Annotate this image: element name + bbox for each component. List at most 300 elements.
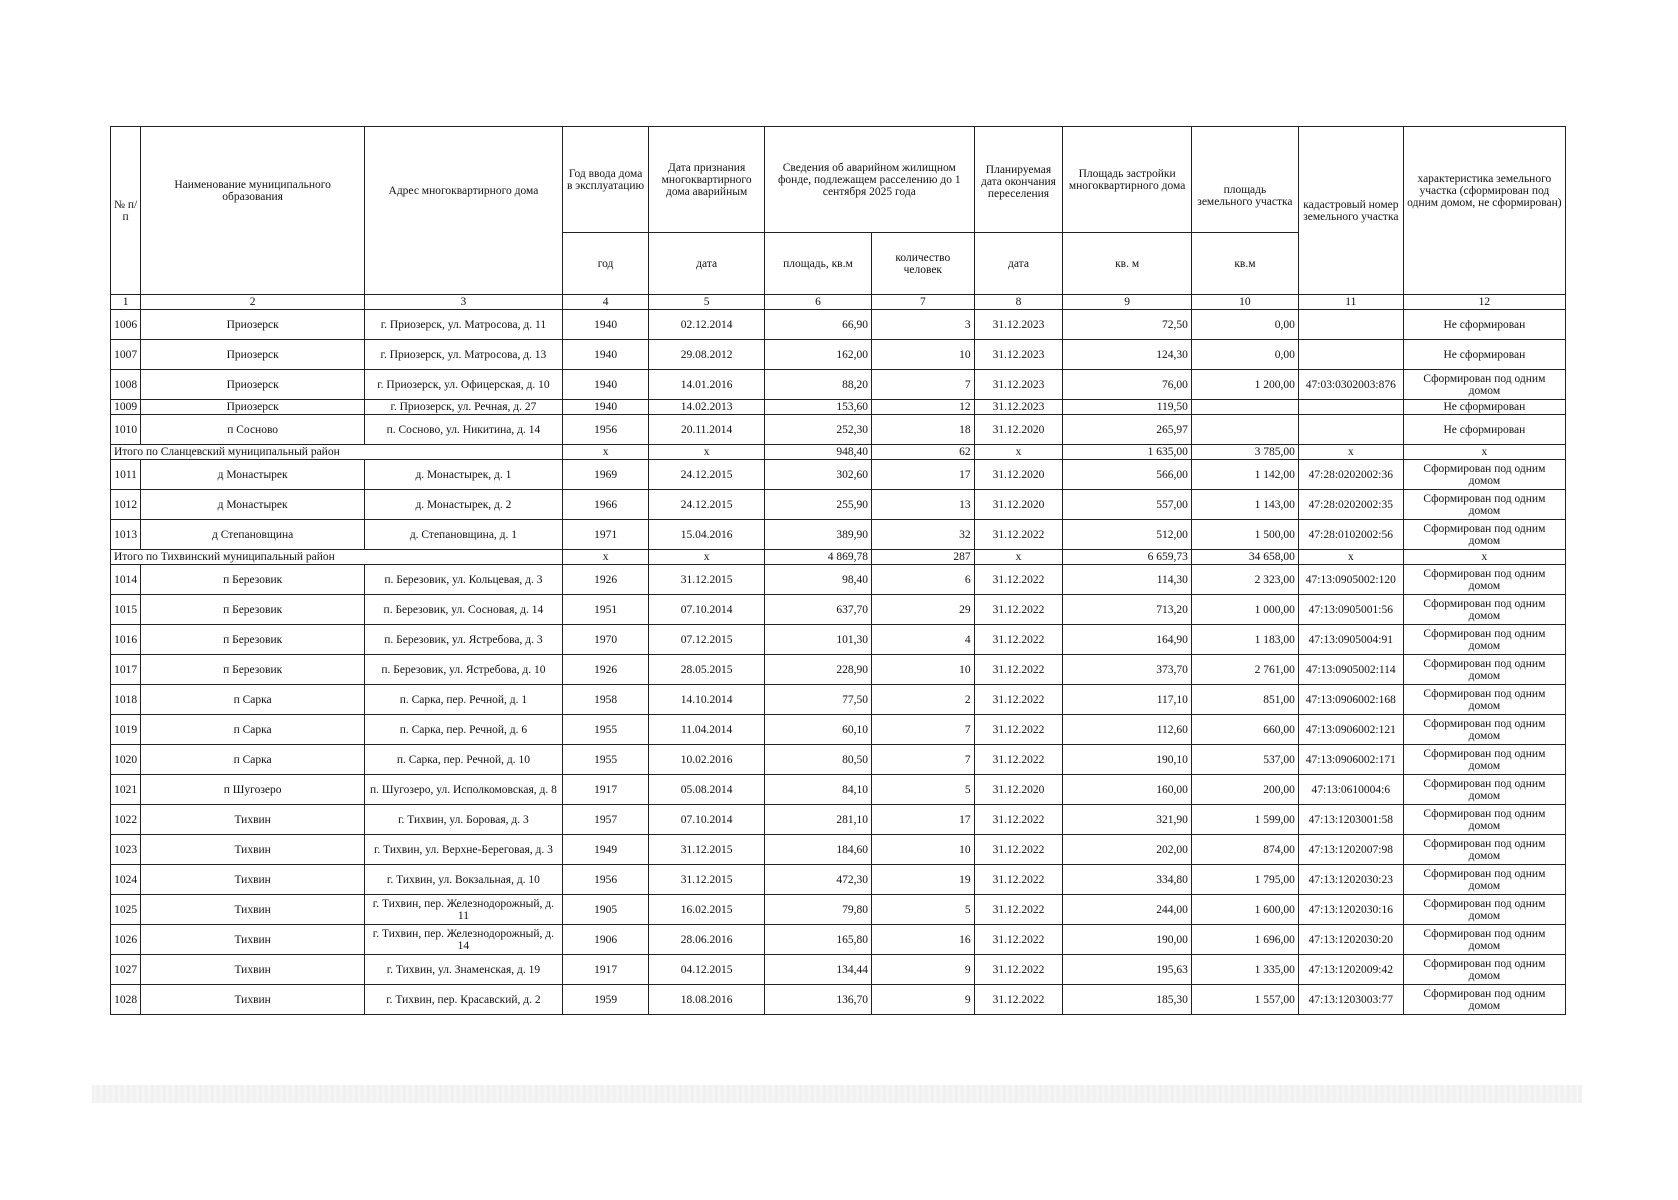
people-count: 16 [871,925,974,955]
planned-date: 31.12.2020 [974,775,1063,805]
total-date: x [649,445,765,460]
header-address: Адрес многоквартирного дома [365,127,563,295]
land-characteristic: Сформирован под одним домом [1403,985,1565,1015]
build-area: 112,60 [1063,715,1192,745]
emergency-area: 66,90 [764,310,871,340]
cadastral-number: 47:13:0906002:168 [1298,685,1403,715]
total-area: 948,40 [764,445,871,460]
row-number: 1010 [111,415,141,445]
row-number: 1023 [111,835,141,865]
cadastral-number: 47:03:0302003:876 [1298,370,1403,400]
row-number: 1022 [111,805,141,835]
emergency-area: 252,30 [764,415,871,445]
build-area: 557,00 [1063,490,1192,520]
municipality: Приозерск [141,400,365,415]
cadastral-number: 47:13:1203001:58 [1298,805,1403,835]
column-number: 10 [1191,295,1298,310]
land-characteristic: Сформирован под одним домом [1403,745,1565,775]
cadastral-number: 47:13:1202030:16 [1298,895,1403,925]
cadastral-number: 47:28:0202002:35 [1298,490,1403,520]
commission-year: 1969 [562,460,648,490]
municipality: Приозерск [141,340,365,370]
build-area: 119,50 [1063,400,1192,415]
column-number: 7 [871,295,974,310]
land-area: 660,00 [1191,715,1298,745]
address: г. Приозерск, ул. Речная, д. 27 [365,400,563,415]
land-area: 1 200,00 [1191,370,1298,400]
build-area: 321,90 [1063,805,1192,835]
commission-year: 1956 [562,415,648,445]
table-row [111,310,1566,340]
commission-year: 1906 [562,925,648,955]
municipality: п Березовик [141,565,365,595]
municipality: Тихвин [141,985,365,1015]
table-row [111,370,1566,400]
build-area: 76,00 [1063,370,1192,400]
commission-year: 1905 [562,895,648,925]
emergency-date: 29.08.2012 [649,340,765,370]
cadastral-number: 47:13:1202030:23 [1298,865,1403,895]
table-row [111,865,1566,895]
build-area: 117,10 [1063,685,1192,715]
commission-year: 1940 [562,370,648,400]
subheader-people: количество человек [871,233,974,295]
land-characteristic: Сформирован под одним домом [1403,520,1565,550]
land-area: 1 500,00 [1191,520,1298,550]
emergency-date: 28.06.2016 [649,925,765,955]
scan-edge-artifact [92,1085,1582,1103]
planned-date: 31.12.2023 [974,340,1063,370]
row-number: 1014 [111,565,141,595]
land-characteristic: Сформирован под одним домом [1403,775,1565,805]
municipality: Тихвин [141,865,365,895]
table-row [111,655,1566,685]
emergency-date: 31.12.2015 [649,865,765,895]
table-row [111,460,1566,490]
column-number: 3 [365,295,563,310]
planned-date: 31.12.2022 [974,715,1063,745]
table-row [111,520,1566,550]
emergency-date: 28.05.2015 [649,655,765,685]
land-area [1191,415,1298,445]
header-emergency-fund: Сведения об аварийном жилищном фонде, подлежащем расселению до 1 сентября 2025 года [764,127,974,233]
emergency-date: 10.02.2016 [649,745,765,775]
land-area: 1 600,00 [1191,895,1298,925]
emergency-area: 162,00 [764,340,871,370]
land-characteristic: Сформирован под одним домом [1403,595,1565,625]
planned-date: 31.12.2022 [974,565,1063,595]
emergency-area: 84,10 [764,775,871,805]
planned-date: 31.12.2023 [974,370,1063,400]
cadastral-number [1298,340,1403,370]
build-area: 265,97 [1063,415,1192,445]
planned-date: 31.12.2022 [974,895,1063,925]
emergency-area: 637,70 [764,595,871,625]
build-area: 713,20 [1063,595,1192,625]
subheader-date: дата [649,233,765,295]
commission-year: 1949 [562,835,648,865]
municipality: Приозерск [141,370,365,400]
cadastral-number: 47:13:0906002:121 [1298,715,1403,745]
land-area: 1 599,00 [1191,805,1298,835]
header-planned-date: Планируемая дата окончания переселения [974,127,1063,233]
land-characteristic: Сформирован под одним домом [1403,685,1565,715]
address: п. Сарка, пер. Речной, д. 1 [365,685,563,715]
emergency-area: 80,50 [764,745,871,775]
row-number: 1011 [111,460,141,490]
row-number: 1017 [111,655,141,685]
people-count: 3 [871,310,974,340]
total-title: Итого по Сланцевский муниципальный район [111,445,563,460]
total-cadastral: x [1298,550,1403,565]
planned-date: 31.12.2020 [974,460,1063,490]
column-number-row [111,295,1566,310]
address: п. Березовик, ул. Ястребова, д. 3 [365,625,563,655]
emergency-date: 07.12.2015 [649,625,765,655]
land-area: 537,00 [1191,745,1298,775]
cadastral-number: 47:13:1202030:20 [1298,925,1403,955]
land-area: 1 335,00 [1191,955,1298,985]
municipality: Тихвин [141,895,365,925]
planned-date: 31.12.2022 [974,625,1063,655]
address: д. Степановщина, д. 1 [365,520,563,550]
total-land-area: 34 658,00 [1191,550,1298,565]
emergency-date: 16.02.2015 [649,895,765,925]
land-area: 1 143,00 [1191,490,1298,520]
land-characteristic: Сформирован под одним домом [1403,370,1565,400]
row-number: 1025 [111,895,141,925]
build-area: 190,00 [1063,925,1192,955]
municipality: п Сарка [141,715,365,745]
municipality: д Монастырек [141,490,365,520]
land-characteristic: Сформирован под одним домом [1403,490,1565,520]
subheader-area: площадь, кв.м [764,233,871,295]
emergency-date: 20.11.2014 [649,415,765,445]
commission-year: 1959 [562,985,648,1015]
people-count: 6 [871,565,974,595]
total-title: Итого по Тихвинский муниципальный район [111,550,563,565]
people-count: 7 [871,745,974,775]
land-area: 1 183,00 [1191,625,1298,655]
housing-table [110,126,1566,1015]
people-count: 29 [871,595,974,625]
cadastral-number: 47:13:0905004:91 [1298,625,1403,655]
commission-year: 1958 [562,685,648,715]
emergency-area: 228,90 [764,655,871,685]
table-body [111,310,1566,1015]
total-build-area: 6 659,73 [1063,550,1192,565]
cadastral-number [1298,400,1403,415]
build-area: 195,63 [1063,955,1192,985]
land-characteristic: Сформирован под одним домом [1403,925,1565,955]
commission-year: 1955 [562,715,648,745]
emergency-date: 05.08.2014 [649,775,765,805]
header-land-area: площадь земельного участка [1191,127,1298,233]
row-number: 1018 [111,685,141,715]
land-characteristic: Не сформирован [1403,415,1565,445]
total-people: 62 [871,445,974,460]
municipality: п Березовик [141,655,365,685]
row-number: 1009 [111,400,141,415]
people-count: 5 [871,895,974,925]
address: г. Приозерск, ул. Офицерская, д. 10 [365,370,563,400]
address: г. Тихвин, пер. Красавский, д. 2 [365,985,563,1015]
emergency-date: 11.04.2014 [649,715,765,745]
address: г. Тихвин, ул. Знаменская, д. 19 [365,955,563,985]
emergency-date: 15.04.2016 [649,520,765,550]
row-number: 1015 [111,595,141,625]
address: п. Сарка, пер. Речной, д. 6 [365,715,563,745]
column-number: 5 [649,295,765,310]
row-number: 1006 [111,310,141,340]
cadastral-number: 47:13:1202009:42 [1298,955,1403,985]
people-count: 19 [871,865,974,895]
build-area: 72,50 [1063,310,1192,340]
land-area: 0,00 [1191,340,1298,370]
emergency-area: 165,80 [764,925,871,955]
address: п. Шугозеро, ул. Исполкомовская, д. 8 [365,775,563,805]
municipality: д Монастырек [141,460,365,490]
address: п. Березовик, ул. Ястребова, д. 10 [365,655,563,685]
address: г. Тихвин, пер. Железнодорожный, д. 14 [365,925,563,955]
land-characteristic: Сформирован под одним домом [1403,715,1565,745]
land-area: 851,00 [1191,685,1298,715]
commission-year: 1940 [562,340,648,370]
cadastral-number [1298,415,1403,445]
emergency-area: 153,60 [764,400,871,415]
municipality: п Шугозеро [141,775,365,805]
land-area: 2 761,00 [1191,655,1298,685]
commission-year: 1956 [562,865,648,895]
emergency-area: 281,10 [764,805,871,835]
row-number: 1021 [111,775,141,805]
emergency-area: 302,60 [764,460,871,490]
emergency-area: 255,90 [764,490,871,520]
total-row [111,445,1566,460]
subheader-year: год [562,233,648,295]
build-area: 114,30 [1063,565,1192,595]
address: п. Сосново, ул. Никитина, д. 14 [365,415,563,445]
commission-year: 1957 [562,805,648,835]
table-row [111,745,1566,775]
build-area: 190,10 [1063,745,1192,775]
commission-year: 1970 [562,625,648,655]
planned-date: 31.12.2022 [974,685,1063,715]
people-count: 4 [871,625,974,655]
land-characteristic: Сформирован под одним домом [1403,865,1565,895]
total-year: x [562,445,648,460]
table-row [111,925,1566,955]
emergency-area: 79,80 [764,895,871,925]
people-count: 2 [871,685,974,715]
total-year: x [562,550,648,565]
total-land-char: x [1403,550,1565,565]
build-area: 566,00 [1063,460,1192,490]
row-number: 1008 [111,370,141,400]
land-characteristic: Не сформирован [1403,400,1565,415]
emergency-date: 07.10.2014 [649,805,765,835]
land-characteristic: Сформирован под одним домом [1403,955,1565,985]
total-land-area: 3 785,00 [1191,445,1298,460]
column-number: 8 [974,295,1063,310]
total-plan: x [974,445,1063,460]
land-characteristic: Не сформирован [1403,310,1565,340]
cadastral-number: 47:28:0202002:36 [1298,460,1403,490]
total-plan: x [974,550,1063,565]
build-area: 373,70 [1063,655,1192,685]
commission-year: 1917 [562,775,648,805]
emergency-date: 02.12.2014 [649,310,765,340]
emergency-date: 04.12.2015 [649,955,765,985]
planned-date: 31.12.2023 [974,310,1063,340]
subheader-land-sqm: кв.м [1191,233,1298,295]
emergency-date: 31.12.2015 [649,565,765,595]
municipality: Тихвин [141,925,365,955]
row-number: 1027 [111,955,141,985]
commission-year: 1940 [562,400,648,415]
land-area: 874,00 [1191,835,1298,865]
build-area: 124,30 [1063,340,1192,370]
emergency-date: 18.08.2016 [649,985,765,1015]
total-land-char: x [1403,445,1565,460]
emergency-area: 472,30 [764,865,871,895]
row-number: 1028 [111,985,141,1015]
people-count: 9 [871,955,974,985]
people-count: 18 [871,415,974,445]
build-area: 334,80 [1063,865,1192,895]
total-row [111,550,1566,565]
table-row [111,805,1566,835]
planned-date: 31.12.2022 [974,955,1063,985]
commission-year: 1940 [562,310,648,340]
row-number: 1019 [111,715,141,745]
commission-year: 1955 [562,745,648,775]
commission-year: 1966 [562,490,648,520]
people-count: 10 [871,835,974,865]
municipality: п Сосново [141,415,365,445]
municipality: п Сарка [141,685,365,715]
table-row [111,775,1566,805]
row-number: 1016 [111,625,141,655]
table-row [111,955,1566,985]
land-area: 1 795,00 [1191,865,1298,895]
row-number: 1012 [111,490,141,520]
people-count: 10 [871,340,974,370]
address: г. Приозерск, ул. Матросова, д. 13 [365,340,563,370]
emergency-date: 14.01.2016 [649,370,765,400]
address: п. Березовик, ул. Сосновая, д. 14 [365,595,563,625]
emergency-area: 389,90 [764,520,871,550]
commission-year: 1926 [562,655,648,685]
header-municipality: Наименование муниципального образования [141,127,365,295]
table-row [111,835,1566,865]
people-count: 13 [871,490,974,520]
header-year: Год ввода дома в эксплуатацию [562,127,648,233]
municipality: Тихвин [141,835,365,865]
address: п. Сарка, пер. Речной, д. 10 [365,745,563,775]
planned-date: 31.12.2022 [974,595,1063,625]
planned-date: 31.12.2022 [974,745,1063,775]
total-build-area: 1 635,00 [1063,445,1192,460]
planned-date: 31.12.2022 [974,985,1063,1015]
emergency-area: 88,20 [764,370,871,400]
emergency-date: 14.02.2013 [649,400,765,415]
row-number: 1024 [111,865,141,895]
planned-date: 31.12.2022 [974,520,1063,550]
cadastral-number: 47:13:0905001:56 [1298,595,1403,625]
header-emergency-date: Дата признания многоквартирного дома аварийным [649,127,765,233]
header-row-number: № п/п [111,127,141,295]
planned-date: 31.12.2020 [974,490,1063,520]
municipality: Тихвин [141,805,365,835]
table-row [111,490,1566,520]
address: г. Тихвин, пер. Железнодорожный, д. 11 [365,895,563,925]
header-cadastral: кадастровый номер земельного участка [1298,127,1403,295]
table-row [111,415,1566,445]
table-row [111,715,1566,745]
land-area [1191,400,1298,415]
land-area: 1 557,00 [1191,985,1298,1015]
commission-year: 1926 [562,565,648,595]
cadastral-number [1298,310,1403,340]
emergency-area: 134,44 [764,955,871,985]
table-row [111,985,1566,1015]
people-count: 5 [871,775,974,805]
column-number: 6 [764,295,871,310]
cadastral-number: 47:13:1203003:77 [1298,985,1403,1015]
emergency-area: 136,70 [764,985,871,1015]
table-row [111,340,1566,370]
planned-date: 31.12.2022 [974,865,1063,895]
table-row [111,595,1566,625]
planned-date: 31.12.2022 [974,835,1063,865]
municipality: п Сарка [141,745,365,775]
commission-year: 1951 [562,595,648,625]
people-count: 17 [871,805,974,835]
row-number: 1013 [111,520,141,550]
land-area: 1 696,00 [1191,925,1298,955]
municipality: п Березовик [141,625,365,655]
land-characteristic: Сформирован под одним домом [1403,895,1565,925]
total-area: 4 869,78 [764,550,871,565]
emergency-date: 24.12.2015 [649,460,765,490]
planned-date: 31.12.2022 [974,655,1063,685]
emergency-area: 98,40 [764,565,871,595]
total-date: x [649,550,765,565]
people-count: 7 [871,370,974,400]
land-area: 200,00 [1191,775,1298,805]
planned-date: 31.12.2022 [974,925,1063,955]
column-number: 4 [562,295,648,310]
land-area: 2 323,00 [1191,565,1298,595]
cadastral-number: 47:13:1202007:98 [1298,835,1403,865]
build-area: 512,00 [1063,520,1192,550]
column-number: 1 [111,295,141,310]
people-count: 17 [871,460,974,490]
cadastral-number: 47:28:0102002:56 [1298,520,1403,550]
table-row [111,685,1566,715]
emergency-date: 07.10.2014 [649,595,765,625]
emergency-area: 101,30 [764,625,871,655]
people-count: 10 [871,655,974,685]
emergency-area: 77,50 [764,685,871,715]
land-area: 1 142,00 [1191,460,1298,490]
cadastral-number: 47:13:0905002:114 [1298,655,1403,685]
subheader-plan-date: дата [974,233,1063,295]
address: д. Монастырек, д. 1 [365,460,563,490]
build-area: 164,90 [1063,625,1192,655]
municipality: Тихвин [141,955,365,985]
